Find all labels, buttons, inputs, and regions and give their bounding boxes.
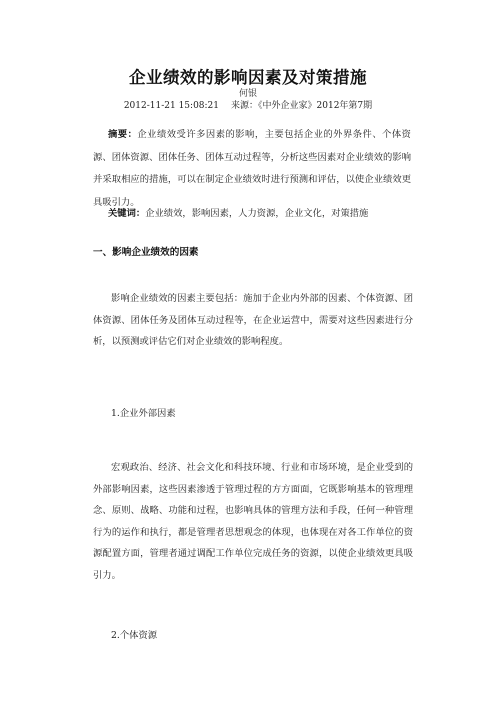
- section-paragraph: 影响企业绩效的因素主要包括：施加于企业内外部的因素、个体资源、团体资源、团体任务及团体互动过程等，在企业运营中，需要对这些因素进行分析，以预测或评估它们对企业绩效的影响程度。: [93, 293, 413, 347]
- section-heading: 一、影响企业绩效的因素: [93, 247, 199, 258]
- article-author: 何银: [238, 89, 257, 99]
- keywords-label: 关键词：: [108, 208, 146, 219]
- publish-datetime: 2012-11-21 15:08:21: [123, 101, 220, 111]
- article-title: 企业绩效的影响因素及对策措施: [129, 68, 367, 87]
- keywords-text: 企业绩效，影响因素，人力资源，企业文化，对策措施: [145, 208, 369, 219]
- article-source: 来源：《中外企业家》2012年第7期: [231, 101, 373, 111]
- subsection-heading-2: 2.个体资源: [111, 630, 158, 641]
- abstract: [93, 124, 411, 214]
- keywords: [108, 207, 418, 221]
- subsection-paragraph: 宏观政治、经济、社会文化和科技环境、行业和市场环境，是企业受到的外部影响因素，这些因素渗透于管理过程的方方面面，它既影响基本的管理理念、原则、战略、功能和过程，也影响具体的管理方法和手段，任何一种管理行为的运作和执行，都是管理者思想观念的体现，也体现在对各工作单位的资源配置方面，管理者通过调配工作单位完成任务的资源，以使企业绩效更具吸引力。: [93, 462, 413, 581]
- abstract-text: 企业绩效受许多因素的影响，主要包括企业的外界条件、个体资源、团体资源、团体任务、团体互动过程等，分析这些因素对企业绩效的影响并采取相应的措施，可以在制定企业绩效时进行预测和评估，以使企业绩效更具吸引力。: [93, 129, 411, 208]
- article-meta: [0, 98, 496, 111]
- abstract-label: 摘要：: [108, 129, 138, 140]
- subsection-heading: 1.企业外部因素: [111, 408, 176, 419]
